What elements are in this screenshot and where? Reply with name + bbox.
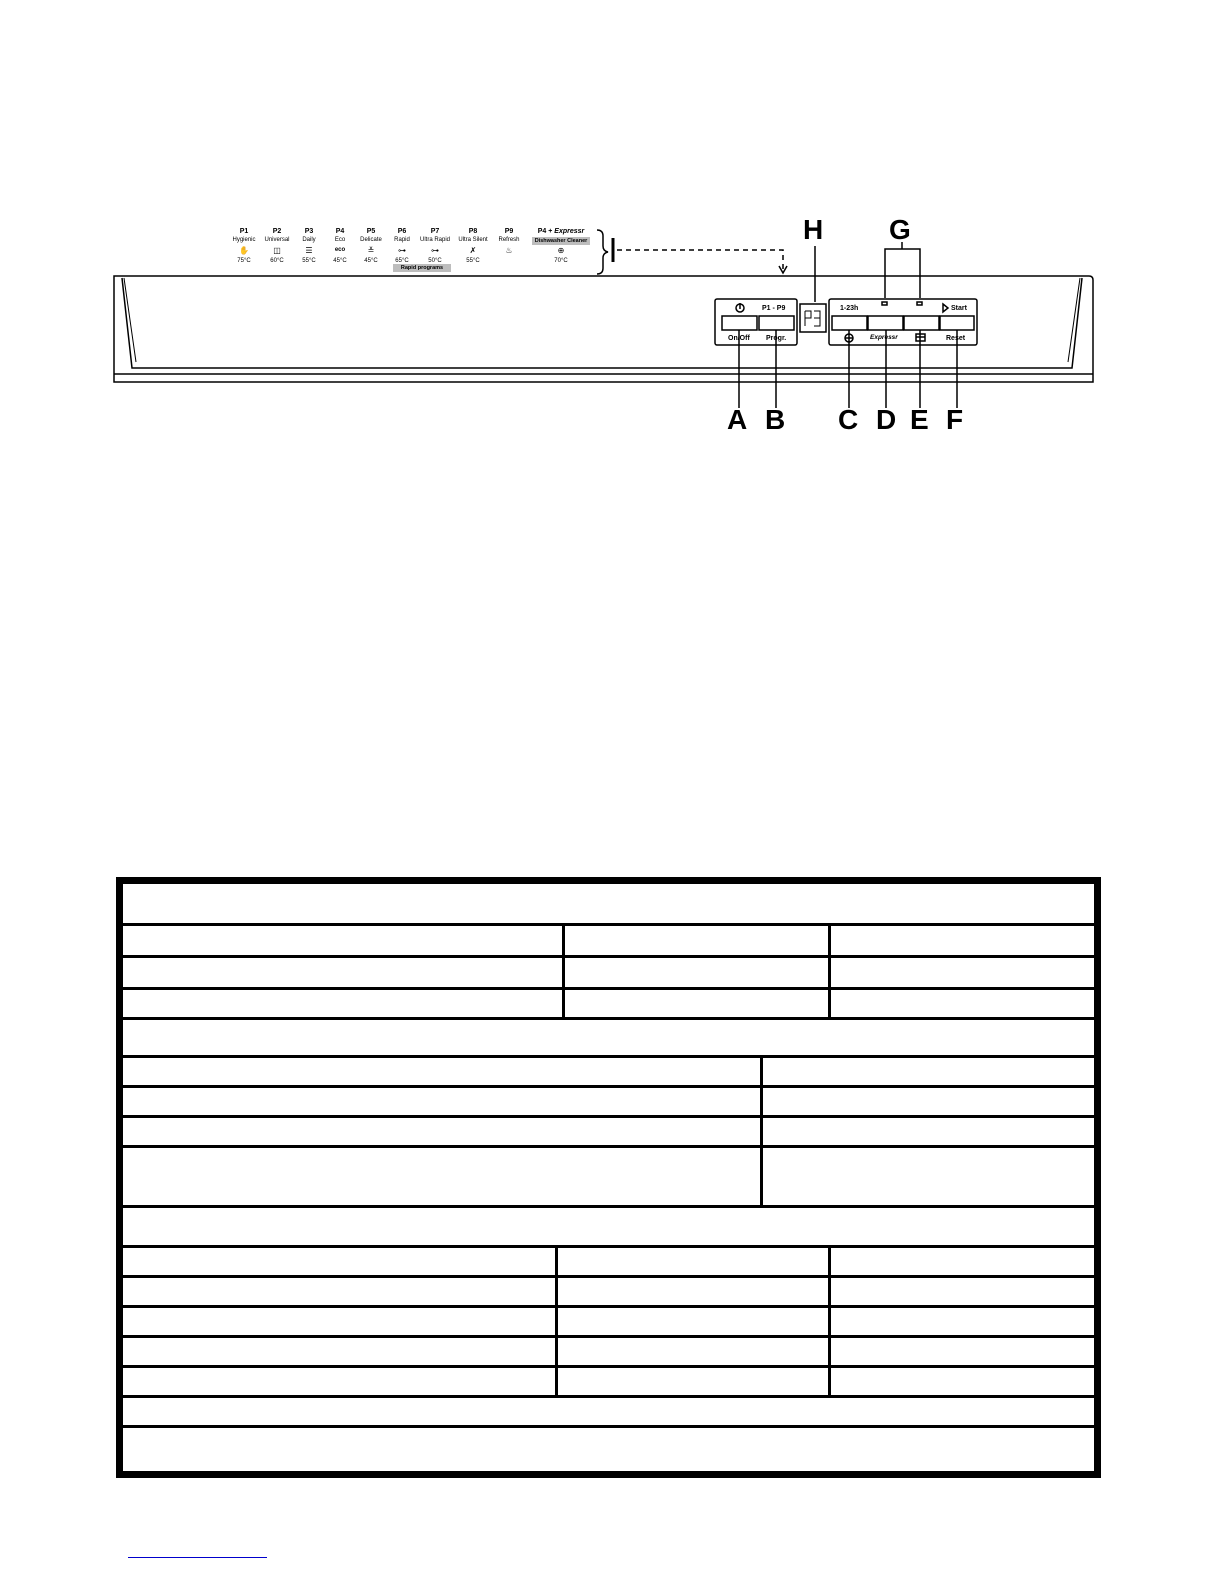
delay-button bbox=[832, 316, 867, 330]
table-row bbox=[123, 1248, 1094, 1278]
table-row bbox=[123, 990, 1094, 1020]
table-row bbox=[123, 1020, 1094, 1058]
express-logo: Expressr bbox=[554, 228, 585, 235]
table-row bbox=[123, 1398, 1094, 1428]
express-button bbox=[868, 316, 903, 330]
progr-button bbox=[759, 316, 794, 330]
rapid-icon: ⊶ bbox=[398, 246, 406, 255]
tablet-button bbox=[904, 316, 939, 330]
table-row bbox=[123, 1428, 1094, 1471]
program-p1: P1 Hygienic ✋ 75°C bbox=[217, 228, 271, 264]
callout-d: D bbox=[876, 404, 897, 435]
table-row bbox=[123, 958, 1094, 990]
table-row bbox=[123, 1088, 1094, 1118]
pot-icon: ◫ bbox=[273, 246, 281, 255]
program-display bbox=[800, 304, 826, 332]
footer-link-underline[interactable] bbox=[128, 1557, 267, 1558]
silent-icon: ✗ bbox=[469, 246, 477, 255]
start-label: Start bbox=[951, 305, 967, 312]
callout-b: B bbox=[765, 404, 786, 435]
callout-h-leader bbox=[810, 246, 820, 302]
rapid-programs-badge: Rapid programs bbox=[393, 264, 451, 272]
glass-icon: ≚ bbox=[367, 246, 375, 255]
table-row bbox=[123, 1118, 1094, 1148]
control-panel-drawing bbox=[0, 0, 1224, 440]
table-row bbox=[123, 1148, 1094, 1208]
progr-label: Progr. bbox=[766, 335, 787, 342]
table-row bbox=[123, 1308, 1094, 1338]
table-row bbox=[123, 1208, 1094, 1248]
program-p6: P6 Rapid ⊶ 65°C bbox=[375, 228, 429, 264]
callout-e: E bbox=[910, 404, 929, 435]
delay-label: 1-23h bbox=[840, 305, 859, 312]
callout-a: A bbox=[727, 404, 748, 435]
program-p3: P3 Daily ☰ 55°C bbox=[282, 228, 336, 264]
callout-g-bracket bbox=[885, 242, 920, 298]
program-p5: P5 Delicate ≚ 45°C bbox=[344, 228, 398, 264]
fan-icon: ⊕ bbox=[557, 246, 565, 255]
plates-icon: ☰ bbox=[305, 246, 313, 255]
empty-table bbox=[116, 877, 1101, 1478]
callout-f: F bbox=[946, 404, 964, 435]
table-row bbox=[123, 1338, 1094, 1368]
ultra-rapid-icon: ⊶ bbox=[431, 246, 439, 255]
callout-h: H bbox=[803, 214, 824, 245]
table-row bbox=[123, 1278, 1094, 1308]
program-p2: P2 Universal ◫ 60°C bbox=[250, 228, 304, 264]
program-p4-express: P4 + Expressr ⊕ 70°C bbox=[526, 228, 596, 264]
hand-icon: ✋ bbox=[239, 246, 249, 255]
start-reset-button bbox=[940, 316, 974, 330]
eco-icon: eco bbox=[334, 247, 346, 253]
program-p7: P7 Ultra Rapid ⊶ 50°C bbox=[408, 228, 462, 264]
prog-range-label: P1 - P9 bbox=[762, 305, 786, 312]
led-indicator-1 bbox=[882, 302, 887, 305]
table-row bbox=[123, 1058, 1094, 1088]
callout-c: C bbox=[838, 404, 859, 435]
dashed-leader bbox=[617, 250, 783, 272]
refresh-icon: ♨ bbox=[505, 246, 513, 255]
panel-outline bbox=[114, 276, 1093, 382]
led-indicator-2 bbox=[917, 302, 922, 305]
start-triangle-icon bbox=[943, 304, 948, 312]
table-row bbox=[123, 926, 1094, 958]
express-panel-logo: Expressr bbox=[870, 334, 898, 341]
program-p9: P9 Refresh ♨ bbox=[482, 228, 536, 258]
legend-brace bbox=[597, 230, 608, 274]
program-p4: P4 Eco eco 45°C bbox=[313, 228, 367, 264]
callout-g: G bbox=[889, 214, 911, 245]
program-p8: P8 Ultra Silent ✗ 55°C bbox=[446, 228, 500, 264]
onoff-button bbox=[722, 316, 757, 330]
onoff-label: On/Off bbox=[728, 335, 750, 342]
table-row bbox=[123, 884, 1094, 926]
table-row bbox=[123, 1368, 1094, 1398]
panel-inner-bevel bbox=[122, 278, 1082, 368]
reset-label: Reset bbox=[946, 335, 966, 342]
dishwasher-cleaner-badge: Dishwasher Cleaner bbox=[532, 237, 590, 245]
